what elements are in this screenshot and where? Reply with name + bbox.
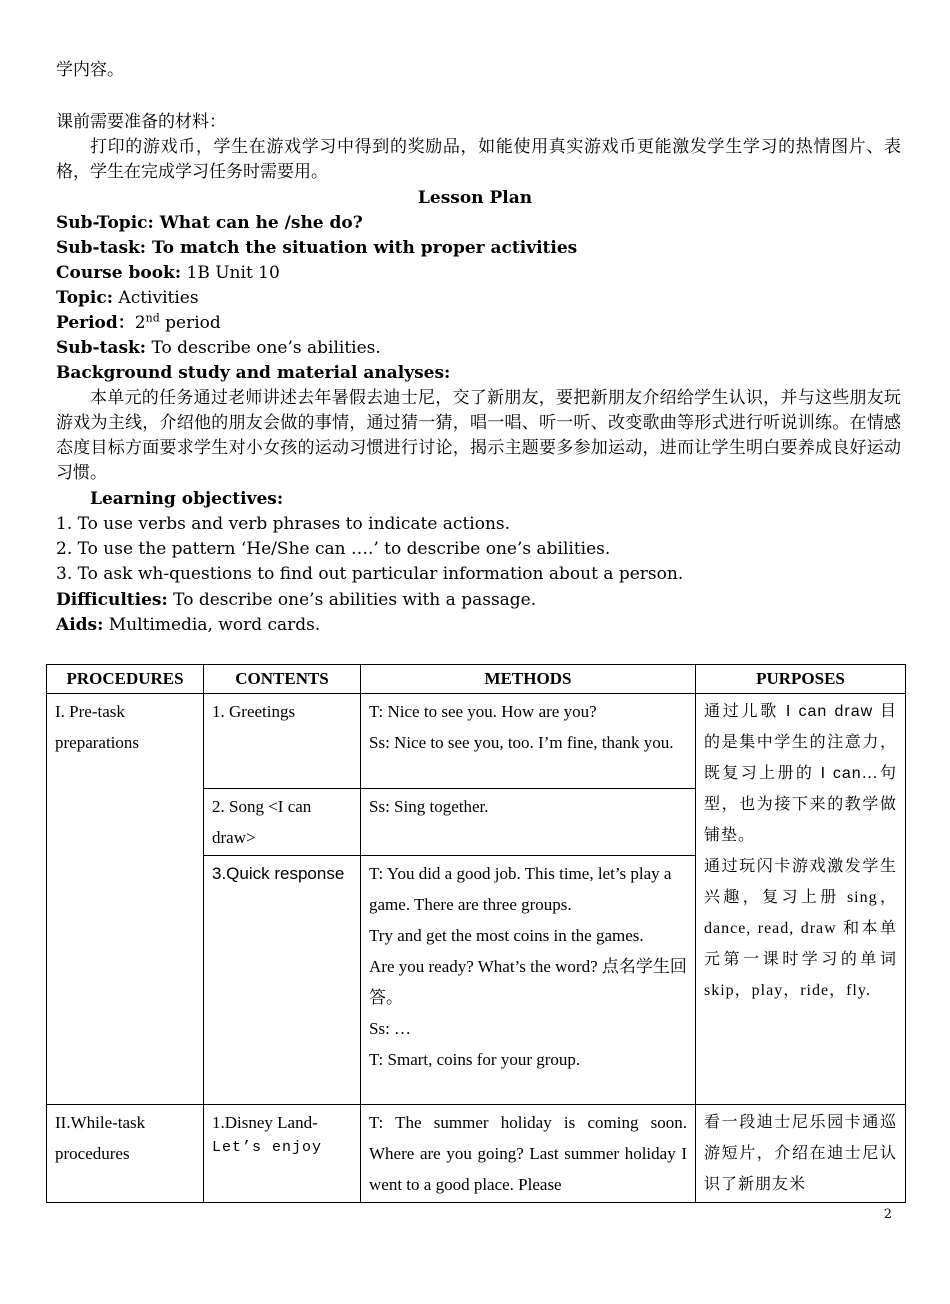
period-value: period xyxy=(159,313,221,333)
difficulties-value: To describe one’s abilities with a passage. xyxy=(167,590,537,610)
procedures-table xyxy=(46,664,906,1203)
content-line: 1.Disney Land- xyxy=(212,1113,318,1132)
background-paragraph: 本单元的任务通过老师讲述去年暑假去迪士尼，交了新朋友，要把新朋友介绍给学生认识，并与这些朋友玩游戏为主线，介绍他的朋友会做的事情，通过猜一猜，唱一唱、听一听、改变歌曲等形式进行听说训练。在情感态度目标方面要求学生对小女孩的运动习惯进行讨论，揭示主题要多参加运动，进而让学生明白要养成良好运动习惯。 xyxy=(56,388,901,483)
objective-item: 1. To use verbs and verb phrases to indicate actions. xyxy=(56,514,511,534)
content-line: Let’s enjoy xyxy=(212,1139,323,1156)
method-line: T: You did a good job. This time, let’s play a game. There are three groups. xyxy=(369,864,672,914)
quick-response-methods xyxy=(361,856,696,1105)
topic-label: Topic: xyxy=(56,288,114,308)
header-contents: CONTENTS xyxy=(204,665,361,694)
subtask-label: Sub-task: xyxy=(56,338,147,358)
table-row xyxy=(47,694,906,789)
continued-text: 学内容。 xyxy=(56,60,124,80)
period-suffix: nd xyxy=(145,311,160,325)
pre-task-purposes xyxy=(696,694,906,1105)
aids-value: Multimedia, word cards. xyxy=(103,615,321,635)
purpose-flashcard: 通过玩闪卡游戏激发学生兴趣，复习上册 sing，dance, read, draw 和本单元第一课时学习的单词 skip，play，ride，fly. xyxy=(704,858,897,999)
page-number: 2 xyxy=(883,1207,892,1222)
greetings-methods xyxy=(361,694,696,789)
difficulties-line xyxy=(56,588,536,613)
method-line: Ss: … xyxy=(369,1019,412,1038)
header-purposes: PURPOSES xyxy=(696,665,906,694)
table-header-row xyxy=(47,665,906,694)
materials-heading: 课前需要准备的材料： xyxy=(56,112,226,132)
objective-item: 2. To use the pattern ‘He/She can ….’ to describe one’s abilities. xyxy=(56,539,611,559)
course-book-value: 1B Unit 10 xyxy=(181,263,280,283)
subtopic-line: Sub-Topic: What can he /she do? xyxy=(56,213,363,233)
topic-line xyxy=(56,286,199,311)
period-line xyxy=(56,311,221,336)
quick-response-content: 3.Quick response xyxy=(204,856,361,1105)
pre-task-procedure: I. Pre-task preparations xyxy=(47,694,204,1105)
song-methods: Ss: Sing together. xyxy=(361,789,696,856)
subtask-heading: Sub-task: To match the situation with proper activities xyxy=(56,238,578,258)
course-book-label: Course book: xyxy=(56,263,182,283)
lesson-plan-title: Lesson Plan xyxy=(417,188,533,208)
purpose-song: 通过儿歌 I can draw 目的是集中学生的注意力，既复习上册的 I can…句型，也为接下来的教学做铺垫。 xyxy=(704,703,897,844)
song-content: 2. Song <I can draw> xyxy=(204,789,361,856)
period-number: 2 xyxy=(134,313,146,333)
difficulties-label: Difficulties: xyxy=(56,590,168,610)
while-task-purpose: 看一段迪士尼乐园卡通巡游短片，介绍在迪士尼认识了新朋友米 xyxy=(696,1105,906,1203)
subtask-value: To describe one’s abilities. xyxy=(146,338,381,358)
method-line: Try and get the most coins in the games. xyxy=(369,926,644,945)
aids-line xyxy=(56,613,320,638)
greetings-content: 1. Greetings xyxy=(204,694,361,789)
subtask-line xyxy=(56,336,381,361)
period-label: Period： xyxy=(56,313,135,333)
while-task-content xyxy=(204,1105,361,1203)
method-line: Are you ready? What’s the word? 点名学生回答。 xyxy=(369,957,687,1007)
header-methods: METHODS xyxy=(361,665,696,694)
method-line: Ss: Nice to see you, too. I’m fine, thank you. xyxy=(369,733,674,752)
header-procedures: PROCEDURES xyxy=(47,665,204,694)
topic-value: Activities xyxy=(113,288,199,308)
method-line: T: Smart, coins for your group. xyxy=(369,1050,581,1069)
while-task-methods: T: The summer holiday is coming soon. Where are you going? Last summer holiday I went to a good place. Please xyxy=(361,1105,696,1203)
objectives-heading: Learning objectives: xyxy=(90,489,284,509)
table-row xyxy=(47,1105,906,1203)
aids-label: Aids: xyxy=(56,615,104,635)
background-heading: Background study and material analyses: xyxy=(56,363,451,383)
while-task-procedure: II.While-task procedures xyxy=(47,1105,204,1203)
objective-item: 3. To ask wh-questions to find out particular information about a person. xyxy=(56,564,684,584)
course-book-line xyxy=(56,261,280,286)
materials-paragraph: 打印的游戏币，学生在游戏学习中得到的奖励品，如能使用真实游戏币更能激发学生学习的热情图片、表格，学生在完成学习任务时需要用。 xyxy=(56,137,901,182)
method-line: T: Nice to see you. How are you? xyxy=(369,702,597,721)
